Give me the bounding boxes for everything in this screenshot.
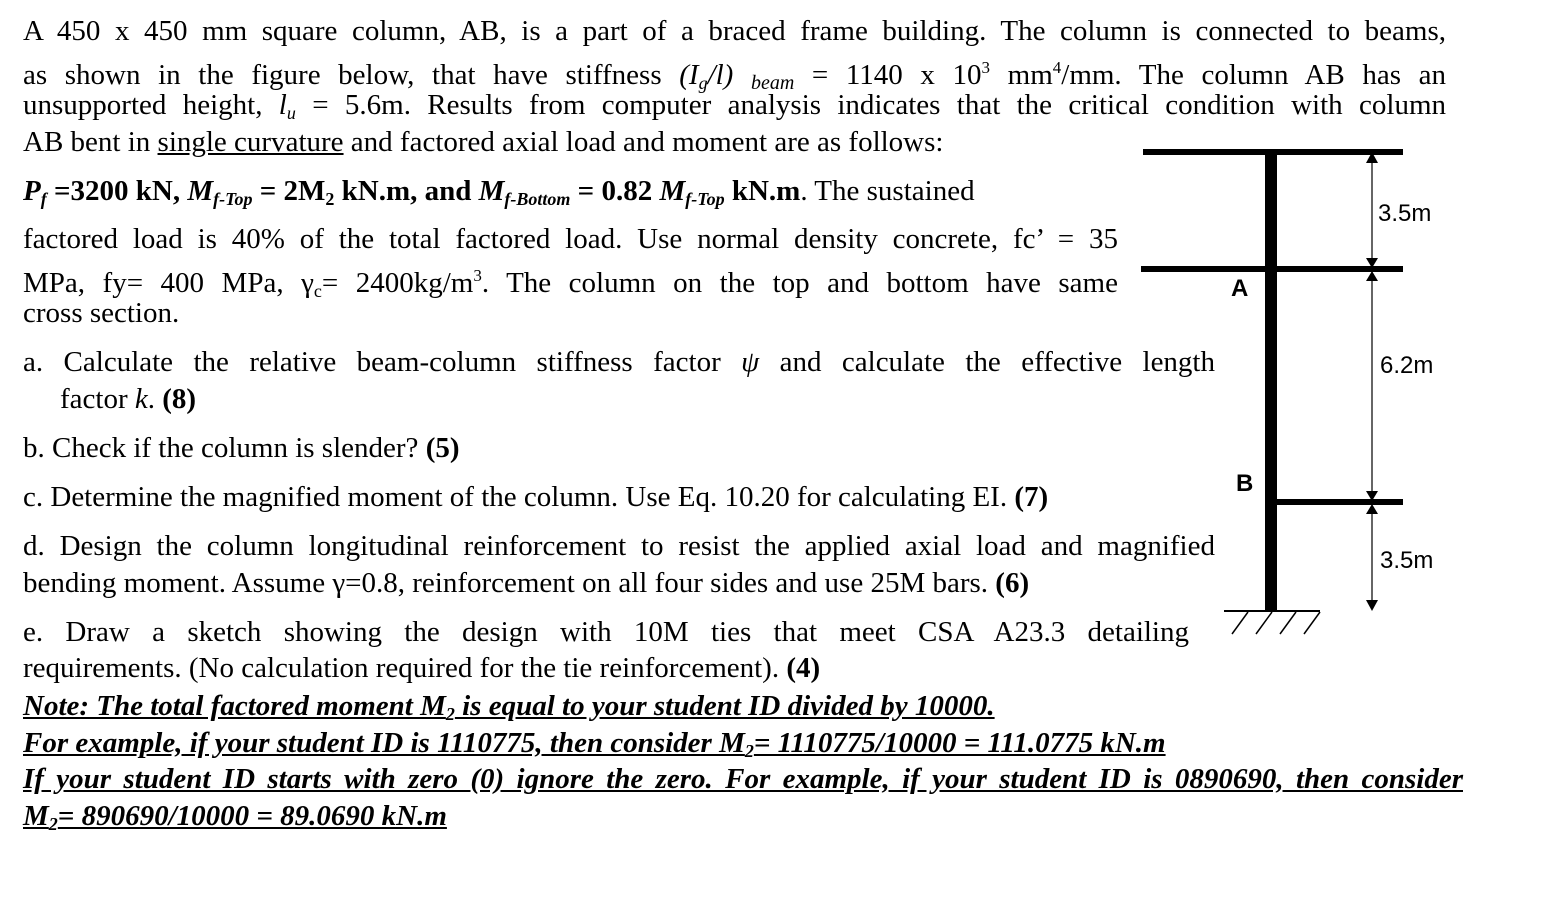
single-curvature-term: single curvature [157,126,344,158]
question-e-line-2: requirements. (No calculation required for the tie reinforcement). (4) [23,652,821,684]
question-d-line-1: d. Design the column longitudinal reinforcement to resist the applied axial load and magnified [23,530,1215,562]
question-e-line-1: e. Draw a sketch showing the design with 10M ties that meet CSA A23.3 detailing [23,616,1189,648]
question-a-line-2: factor k. (8) [60,383,197,415]
intro-line-3: unsupported height, $l_u = 5.6m$. Results from computer analysis indicates that the critical condition with column [23,89,1447,123]
note-line-1: Note: The total factored moment $M_2$ is equal to your student ID divided by 10000. [23,690,995,724]
point-a-label: A [1231,275,1249,302]
loads-line: $P_f =3200$ kN, $M_{f-Top} = 2M_2$ kN.m, and $M_{f-Bottom} = 0.82$ $M_{f-Top}$ kN.m. The sustained [23,175,975,209]
intro-line-1: A 450 x 450 mm square column, AB, is a part of a braced frame building. The column is connected to beams, [23,15,1446,47]
dimension-bottom-label: 3.5m [1380,547,1434,574]
material-line-2: MPa, fy= 400 MPa, $\gamma_c= 2400kg/m^3$. The column on the top and bottom have same [23,266,1118,301]
point-b-label: B [1236,470,1254,497]
question-b: b. Check if the column is slender? (5) [23,432,460,464]
intro-line-2: as shown in the figure below, that have stiffness $(I_g/l) _{beam} = 1140$ x $10^3$ $mm^4/mm$. The column AB has an [23,58,1447,94]
stiffness-symbol: $(I_g/l)$ $_{beam}$ [679,59,795,94]
note-line-4: $M_2= 890690/10000 = 89.0690$ kN.m [23,800,447,834]
material-line-3: cross section. [23,297,180,329]
lower-beam [1274,499,1403,505]
column-ab [1265,149,1277,611]
dimension-middle-label: 6.2m [1380,352,1434,379]
question-c: c. Determine the magnified moment of the column. Use Eq. 10.20 for calculating EI. (7) [23,481,1049,513]
dimension-top-label: 3.5m [1378,200,1432,227]
note-line-2: For example, if your student ID is 1110775, then consider $M_2= 1110775/10000 = 111.0775$ kN.m [23,727,1166,761]
note-line-3: If your student ID starts with zero (0) ignore the zero. For example, if your student ID is 0890690, then consider [23,763,1463,795]
material-line-1: factored load is 40% of the total factored load. Use normal density concrete, fc’ = 35 [23,223,1118,255]
support-hatching [1232,612,1320,634]
question-a-line-1: a. Calculate the relative beam-column stiffness factor ψ and calculate the effective length [23,346,1215,378]
question-d-line-2: bending moment. Assume γ=0.8, reinforcement on all four sides and use 25M bars. (6) [23,567,1030,599]
intro-line-4: AB bent in single curvature and factored axial load and moment are as follows: [23,126,944,158]
